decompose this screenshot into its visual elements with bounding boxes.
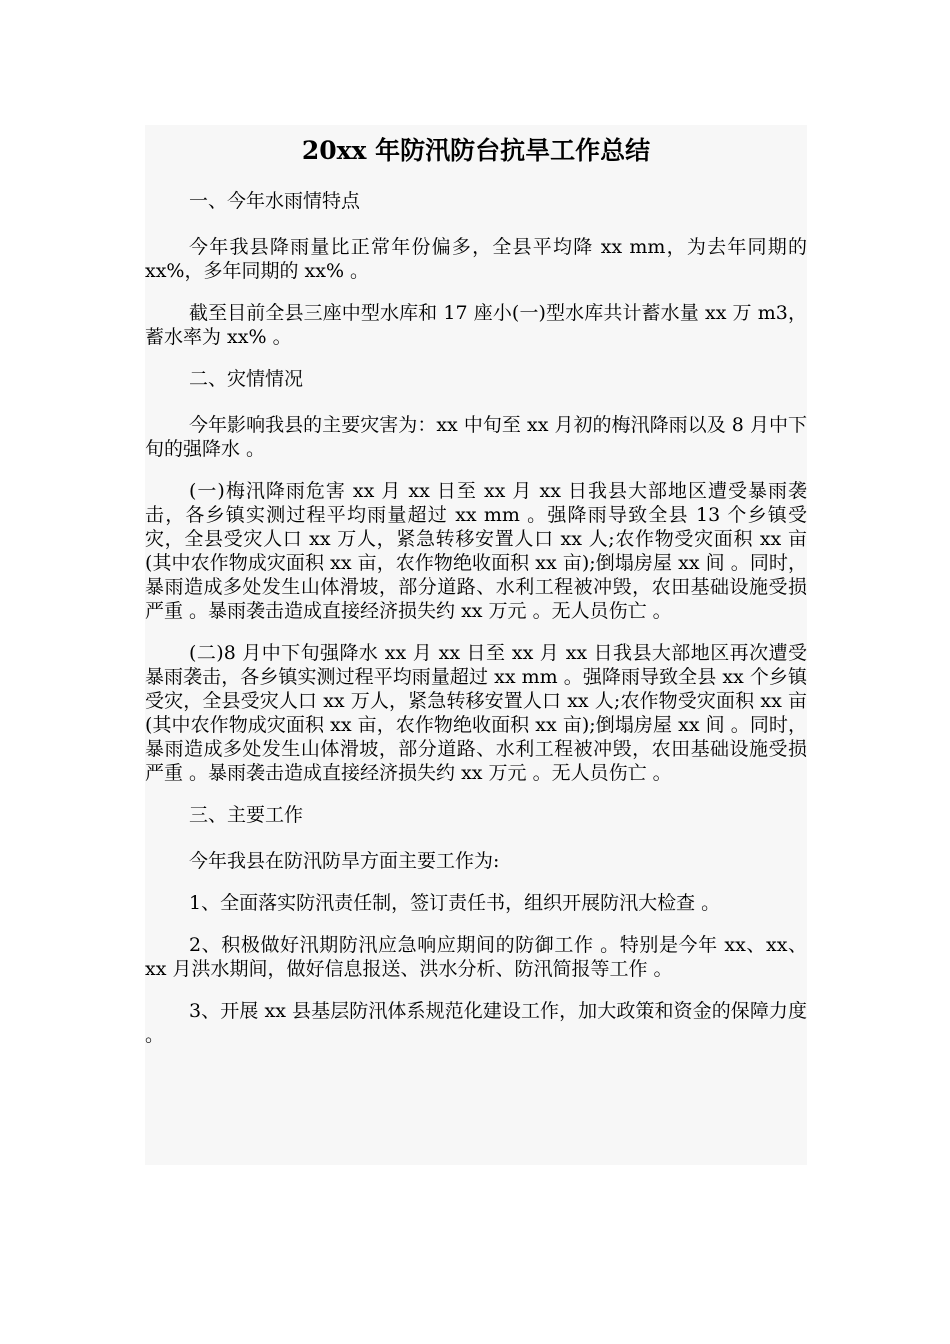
paragraph-rainfall: 今年我县降雨量比正常年份偏多，全县平均降 xx mm，为去年同期的 xx%，多年同期的 xx% 。 xyxy=(145,236,807,282)
document-page xyxy=(145,125,807,1165)
section-heading-3: 三、主要工作 xyxy=(189,804,304,826)
paragraph-reservoir: 截至目前全县三座中型水库和 17 座小(一)型水库共计蓄水量 xx 万 m3，蓄水率为 xx% 。 xyxy=(145,302,807,348)
section-heading-1: 一、今年水雨情特点 xyxy=(189,190,361,212)
paragraph-plum-rain-damage: (一)梅汛降雨危害 xx 月 xx 日至 xx 月 xx 日我县大部地区遭受暴雨袭击，各乡镇实测过程平均雨量超过 xx mm 。强降雨导致全县 13 个乡镇受灾，全县受灾人口 xx 万人，紧急转移安置人口 xx 人;农作物受灾面积 xx 亩(其中农作物成灾面积 xx 亩，农作物绝收面积 xx 亩);倒塌房屋 xx 间 。同时，暴雨造成多处发生山体滑坡，部分道路、水利工程被冲毁，农田基础设施受损严重 。暴雨袭击造成直接经济损失约 xx 万元 。无人员伤亡 。 xyxy=(145,480,807,622)
document-title: 20xx 年防汛防台抗旱工作总结 xyxy=(301,136,651,165)
paragraph-august-rain-damage: (二)8 月中下旬强降水 xx 月 xx 日至 xx 月 xx 日我县大部地区再次遭受暴雨袭击，各乡镇实测过程平均雨量超过 xx mm 。强降雨导致全县 xx 个乡镇受灾，全县受灾人口 xx 万人，紧急转移安置人口 xx 人;农作物受灾面积 xx 亩(其中农作物成灾面积 xx 亩，农作物绝收面积 xx 亩);倒塌房屋 xx 间 。同时，暴雨造成多处发生山体滑坡，部分道路、水利工程被冲毁，农田基础设施受损严重 。暴雨袭击造成直接经济损失约 xx 万元 。无人员伤亡 。 xyxy=(145,642,807,784)
list-item-3: 3、开展 xx 县基层防汛体系规范化建设工作，加大政策和资金的保障力度 。 xyxy=(145,1000,807,1046)
paragraph-main-work-intro: 今年我县在防汛防旱方面主要工作为: xyxy=(189,850,500,872)
list-item-1: 1、全面落实防汛责任制，签订责任书，组织开展防汛大检查 。 xyxy=(189,892,721,914)
list-item-2: 2、积极做好汛期防汛应急响应期间的防御工作 。特别是今年 xx、xx、xx 月洪水期间，做好信息报送、洪水分析、防汛简报等工作 。 xyxy=(145,934,807,980)
section-heading-2: 二、灾情情况 xyxy=(189,368,304,390)
paragraph-disaster-summary: 今年影响我县的主要灾害为：xx 中旬至 xx 月初的梅汛降雨以及 8 月中下旬的强降水 。 xyxy=(145,414,807,460)
